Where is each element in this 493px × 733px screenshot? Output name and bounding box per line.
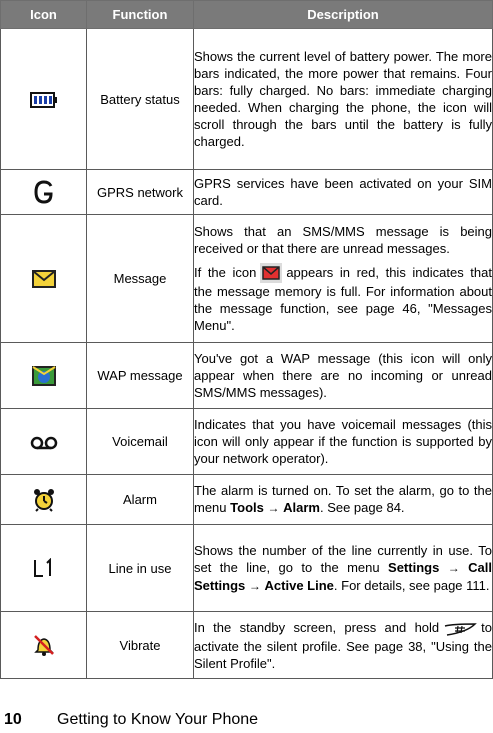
function-alarm: Alarm — [87, 475, 194, 525]
description-message-1: Shows that an SMS/MMS message is being received or that there are unread messages. — [194, 224, 492, 256]
page-number: 10 — [4, 711, 22, 728]
description-voicemail: Indicates that you have voicemail messages (this icon will only appear if the function is supported by your network operator). — [194, 417, 492, 466]
table-row-line — [1, 525, 493, 612]
function-gprs: GPRS network — [87, 170, 194, 215]
envelope-red-icon — [260, 263, 282, 283]
header-description: Description — [194, 1, 493, 29]
page-footer — [0, 708, 493, 732]
vibrate-icon — [33, 634, 55, 656]
table-row-gprs — [1, 170, 493, 215]
table-row-alarm — [1, 475, 493, 525]
table-row-battery — [1, 29, 493, 170]
description-alarm: The alarm is turned on. To set the alarm, go to the menu Tools → Alarm. See page 84. — [194, 483, 492, 515]
table-header-row — [1, 1, 493, 29]
line-one-icon — [32, 558, 56, 578]
function-line: Line in use — [87, 525, 194, 612]
table-row-voicemail — [1, 409, 493, 475]
menu-tools: Tools — [230, 500, 264, 515]
function-vibrate: Vibrate — [87, 612, 194, 679]
battery-icon — [30, 92, 58, 108]
gprs-icon — [33, 180, 55, 204]
menu-call-settings: Call Settings — [194, 559, 493, 593]
voicemail-icon — [30, 436, 58, 450]
function-message: Message — [87, 215, 194, 343]
table-row-message — [1, 215, 493, 343]
function-voicemail: Voicemail — [87, 409, 194, 475]
function-wap: WAP message — [87, 343, 194, 409]
description-vibrate: In the standby screen, press and hold to activate the silent profile. See page 38, "Using the Silent Profile". — [194, 619, 492, 671]
menu-active-line: Active Line — [264, 577, 334, 593]
table-row-wap — [1, 343, 493, 409]
alarm-clock-icon — [33, 488, 55, 512]
chapter-title: Getting to Know Your Phone — [57, 711, 259, 728]
header-function: Function — [87, 1, 194, 29]
description-line: Shows the number of the line currently in use. To set the line, go to the menu Settings → Call Settings → Active Line. For details, see page 111. — [194, 542, 493, 593]
menu-alarm: Alarm — [283, 500, 320, 515]
description-battery: Shows the current level of battery power. The more bars indicated, the more power that remains. Four bars: fully charged. No bars: immediate charging needed. When charging the phone, the icon will scroll through the bars until the battery is fully charged. — [194, 49, 492, 149]
envelope-icon — [32, 270, 56, 288]
description-message-2: If the icon appears in red, this indicates that the message memory is full. For information about the message function, see page 46, "Messages Menu". — [194, 265, 492, 333]
description-gprs: GPRS services have been activated on your SIM card. — [194, 176, 492, 208]
table-row-vibrate — [1, 612, 493, 679]
wap-message-icon — [32, 366, 56, 386]
hash-key-icon — [443, 622, 477, 638]
menu-settings: Settings — [388, 559, 440, 575]
description-wap: You've got a WAP message (this icon will only appear when there are no incoming or unread SMS/MMS messages). — [194, 351, 492, 400]
header-icon: Icon — [1, 1, 87, 29]
function-battery: Battery status — [87, 29, 194, 170]
